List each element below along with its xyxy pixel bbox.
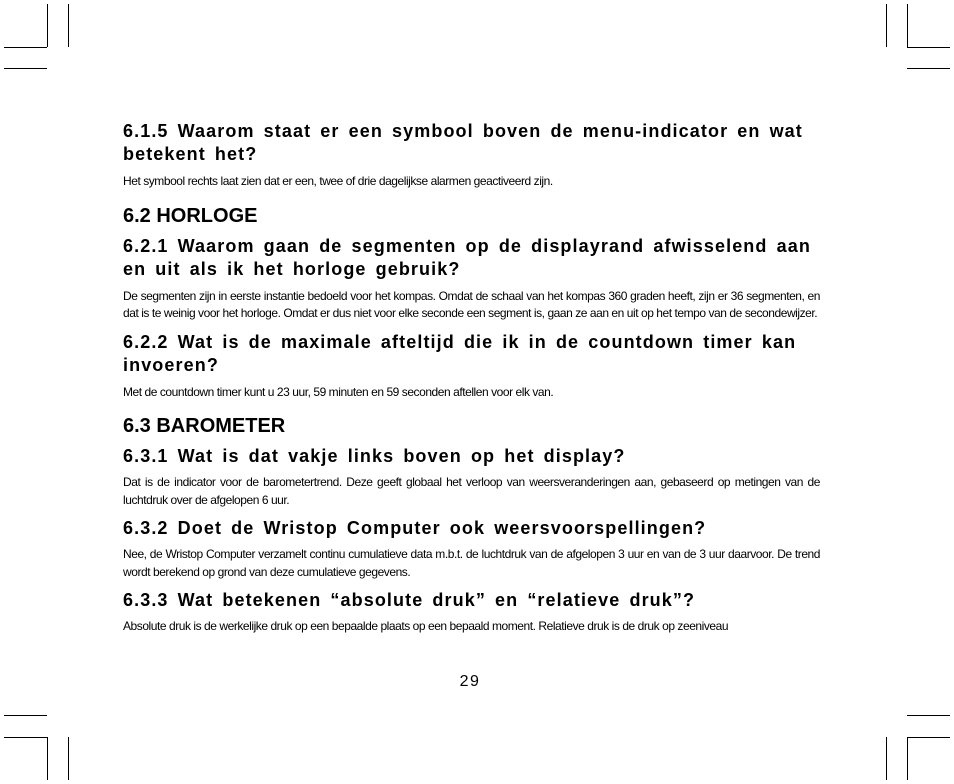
page-number: 29 (459, 673, 481, 690)
heading-6-3-3: 6.3.3 Wat betekenen “absolute druk” en “relatieve druk”? (123, 590, 696, 610)
heading-6-1-5: 6.1.5 Waarom staat er een symbool boven de menu-indicator en wat betekent het? (123, 121, 803, 164)
text-6-2-2: Met de countdown timer kunt u 23 uur, 59 minuten en 59 seconden aftellen voor elk van. (123, 384, 554, 399)
text-6-3-3: Absolute druk is de werkelijke druk op een bepaalde plaats op een bepaald moment. Relatieve druk is de druk op zeeniveau (123, 619, 729, 633)
heading-6-2-1: 6.2.1 Waarom gaan de segmenten op de displayrand afwisselend aan en uit als ik het horloge gebruik? (123, 235, 811, 279)
text-6-3-2: Nee, de Wristop Computer verzamelt continu cumulatieve data m.b.t. de luchtdruk van de afgelopen 3 uur en van de 3 uur daarvoor. De trend wordt berekend op grond van deze cumulatieve gegevens. (123, 547, 820, 579)
page-content (123, 118, 820, 636)
text-6-2-1: De segmenten zijn in eerste instantie bedoeld voor het kompas. Omdat de schaal van het kompas 360 graden heeft, zijn er 36 segmenten, en dat is te weinig voor het horloge. Omdat er dus niet voor elke seconde een segment is, gaan ze aan en uit op het tempo van de secondewijzer. (123, 288, 820, 320)
heading-6-2-2: 6.2.2 Wat is de maximale afteltijd die ik in de countdown timer kan invoeren? (123, 331, 797, 375)
heading-6-3-2: 6.3.2 Doet de Wristop Computer ook weersvoorspellingen? (123, 518, 707, 538)
heading-6-3-1: 6.3.1 Wat is dat vakje links boven op het display? (123, 446, 626, 466)
text-6-3-1: Dat is de indicator voor de barometertrend. Deze geeft globaal het verloop van weersveranderingen aan, gebaseerd op metingen van de luchtdruk over de afgelopen 6 uur. (123, 475, 820, 507)
section-title-horloge: 6.2 HORLOGE (123, 204, 258, 227)
text-6-1-5: Het symbool rechts laat zien dat er een, twee of drie dagelijkse alarmen geactiveerd zijn. (123, 174, 553, 188)
section-title-barometer: 6.3 BAROMETER (123, 415, 286, 437)
